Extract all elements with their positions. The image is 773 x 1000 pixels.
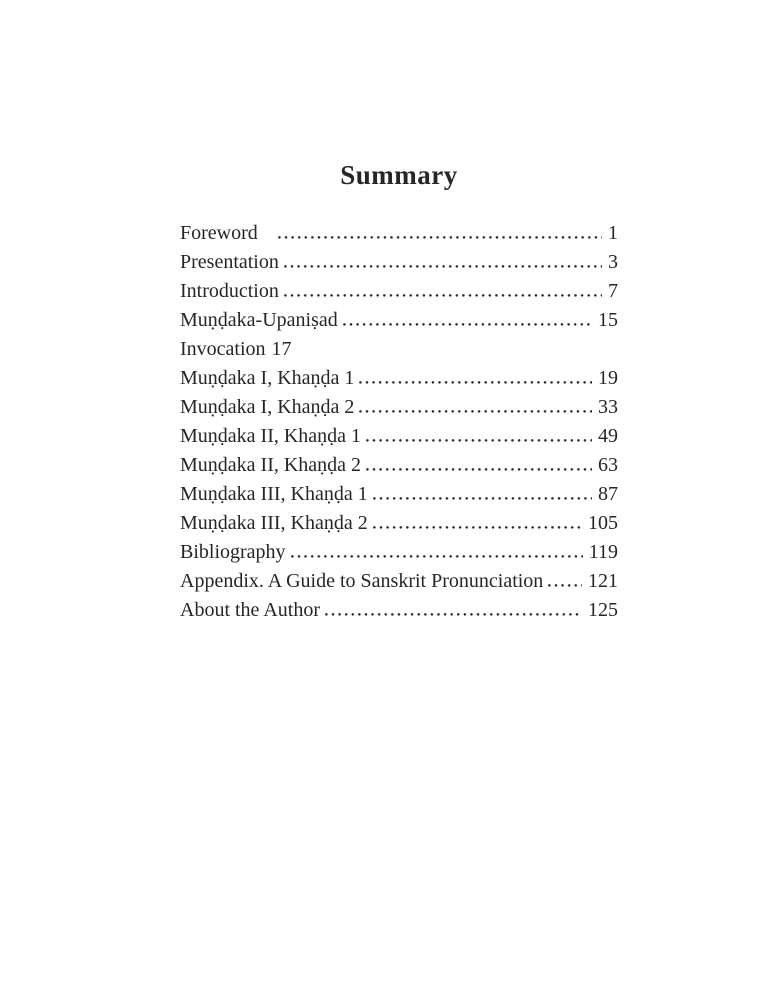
toc-entry-label: Muṇḍaka II, Khaṇḍa 1 [180,425,362,447]
toc-entry-label: Muṇḍaka I, Khaṇḍa 1 [180,367,355,389]
dot-leader [373,526,582,529]
toc-entry-label: Muṇḍaka III, Khaṇḍa 2 [180,512,368,534]
toc-entry [180,364,618,393]
dot-leader [343,323,592,326]
toc-entry [180,306,618,335]
toc-entry-page-number: 125 [588,599,618,621]
dot-leader [366,468,592,471]
toc-entry [180,335,618,364]
dot-leader [366,439,592,442]
toc-entry-page-number: 63 [598,454,618,476]
dot-leader [284,294,602,297]
dot-leader [278,236,602,239]
toc-entry [180,451,618,480]
dot-leader [284,265,602,268]
page-title: Summary [340,160,458,190]
toc-entry [180,480,618,509]
toc-entry-page-number: 19 [598,367,618,389]
dot-leader [359,381,592,384]
toc-entry-label: Muṇḍaka I, Khaṇḍa 2 [180,396,355,418]
toc-entry-label: Muṇḍaka-Upaniṣad [180,309,338,331]
toc-entry-page-number: 87 [598,483,618,505]
toc-entry-label: Foreword [180,222,258,244]
toc-entry-label: About the Author [180,599,320,621]
toc-entry-label: Muṇḍaka II, Khaṇḍa 2 [180,454,362,476]
toc-list [180,219,618,625]
toc-entry-page-number: 121 [588,570,618,592]
dot-leader [359,410,592,413]
toc-entry [180,509,618,538]
dot-leader [373,497,592,500]
toc-entry [180,277,618,306]
toc-entry [180,422,618,451]
dot-leader [291,555,583,558]
dot-leader [325,613,582,616]
toc-entry [180,596,618,625]
toc-entry-page-number: 49 [598,425,618,447]
toc-entry-label: Muṇḍaka III, Khaṇḍa 1 [180,483,368,505]
toc-entry-label: Presentation [180,251,279,273]
toc-entry-page-number: 15 [598,309,618,331]
toc-entry-label: Invocation [180,338,266,360]
toc-entry-page-number: 7 [608,280,618,302]
toc-entry [180,219,618,248]
toc-entry [180,538,618,567]
dot-leader [548,584,582,587]
toc-entry [180,248,618,277]
toc-entry [180,393,618,422]
toc-entry-label: Introduction [180,280,279,302]
toc-entry [180,567,618,596]
toc-entry-page-number: 3 [608,251,618,273]
toc-entry-label: Bibliography [180,541,286,563]
toc-content [180,158,618,625]
toc-entry-page-number: 17 [271,338,292,360]
toc-entry-page-number: 105 [588,512,618,534]
toc-entry-label: Appendix. A Guide to Sanskrit Pronunciation [180,570,544,592]
toc-entry-page-number: 119 [588,541,618,563]
toc-entry-page-number: 33 [598,396,618,418]
toc-entry-page-number: 1 [608,222,618,244]
